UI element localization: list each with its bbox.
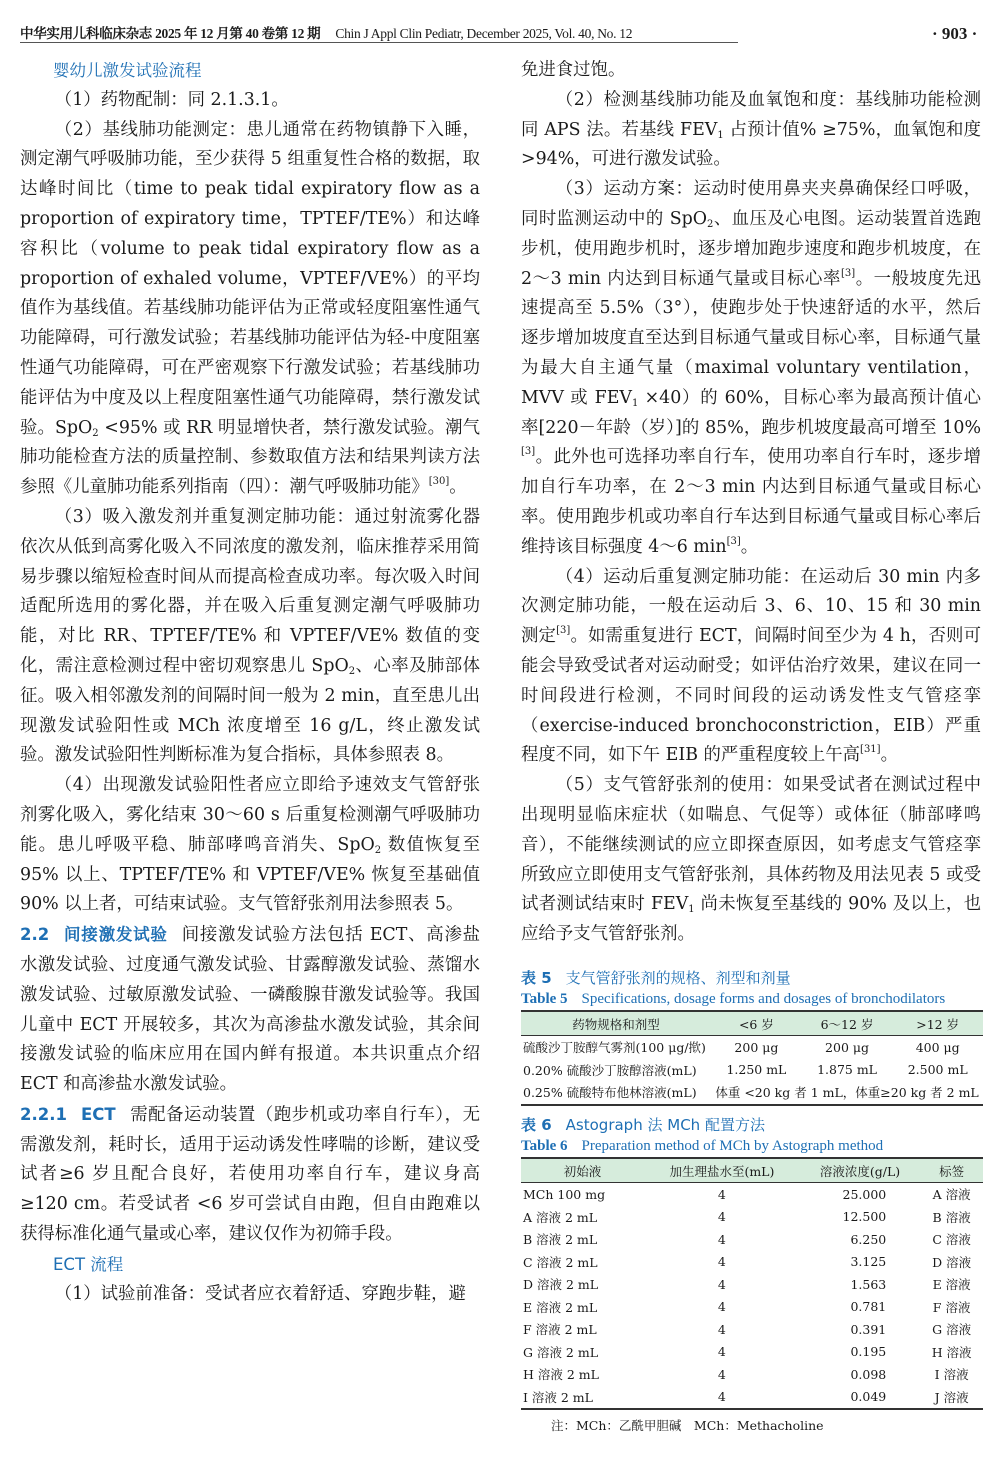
table-row	[521, 1296, 983, 1319]
table-cell: H 溶液 2 mL	[523, 1367, 599, 1383]
table-cell: F 溶液	[932, 1299, 971, 1315]
table-cell: I 溶液 2 mL	[523, 1389, 593, 1405]
table-header-row	[521, 1011, 983, 1036]
paragraph: （1）药物配制：同 2.1.3.1。	[54, 89, 289, 110]
table-caption-en: Table 5 Specifications, dosage forms and dosages of bronchodilators	[521, 991, 946, 1007]
paragraph: 免进食过饱。	[521, 60, 626, 80]
subheading-ect-procedure: ECT 流程	[53, 1254, 124, 1274]
page-number: · 903 ·	[932, 24, 978, 43]
table-cell: A 溶液 2 mL	[523, 1209, 598, 1225]
citation: [3]	[556, 625, 571, 637]
section-2-2: 2.2 间接激发试验 间接激发试验方法包括 ECT、高渗盐水激发试验、过度通气激发试验、甘露醇激发试验、蒸馏水激发试验、过敏原激发试验、一磷酸腺苷激发试验等。我国儿童中 ECT 开展较多，其次为高渗盐水激发试验，其余间接激发试验的临床应用在国内鲜有报道。本共识重点介绍 ECT 和高渗盐水激发试验。	[20, 925, 480, 1095]
table-cell: B 溶液 2 mL	[523, 1232, 598, 1248]
table-cell: H 溶液	[931, 1344, 972, 1360]
table-header-row	[521, 1158, 983, 1183]
table-row	[521, 1059, 983, 1082]
column-header: 溶液浓度(g/L)	[819, 1163, 901, 1179]
column-header: 标签	[939, 1163, 965, 1179]
column-header: >12 岁	[916, 1016, 960, 1032]
bronchodilator-table	[521, 1010, 983, 1106]
table-cell: G 溶液	[932, 1322, 972, 1338]
table-cell: MCh 100 mg	[523, 1186, 606, 1202]
table-cell: 1.250 mL	[726, 1062, 787, 1078]
table-cell: A 溶液	[932, 1187, 971, 1203]
citation: [30]	[428, 476, 450, 488]
table-cell: 0.195	[850, 1344, 887, 1360]
table-cell: 0.20% 硫酸沙丁胺醇溶液(mL)	[523, 1062, 697, 1078]
section-heading: 2.2.1 ECT	[20, 1104, 116, 1124]
column-header: <6 岁	[738, 1016, 774, 1032]
table-cell: F 溶液 2 mL	[523, 1322, 597, 1338]
table-cell: 12.500	[842, 1209, 887, 1225]
table-cell: C 溶液	[932, 1232, 971, 1248]
table-cell: E 溶液	[932, 1277, 971, 1293]
table-cell: 0.781	[850, 1299, 887, 1315]
table-caption-cn: 表 6 Astograph 法 MCh 配置方法	[521, 1116, 765, 1134]
paragraph: （2）检测基线肺功能及血氧饱和度：基线肺功能检测同 APS 法。若基线 $FEV_1$ 占预计值% ≥75%，血氧饱和度 >94%，可进行激发试验。	[521, 89, 981, 170]
table-cell: I 溶液	[934, 1367, 969, 1383]
left-column	[20, 56, 480, 1309]
right-column	[521, 56, 981, 950]
paragraph: （3）运动方案：运动时使用鼻夹夹鼻确保经口呼吸，同时监测运动中的 SpO$_2$、血压及心电图。运动装置首选跑步机，使用跑步机时，逐步增加跑步速度和跑步机坡度，在 2～3 min 内达到目标通气量或目标心率[3]。一般坡度先迅速提高至 5.5%（3°），使跑步处于快速舒适的水平，然后逐步增加坡度直至达到目标通气量或目标心率，目标通气量为最大自主通气量（maximal voluntary ventilation，MVV 或 $FEV_1 \times 40$）的 60%，目标心率为最高预计值心率[220－年龄（岁）]的 85%，跑步机坡度最高可增至 10%[3]。此外也可选择功率自行车，使用功率自行车时，逐步增加自行车功率，在 2～3 min 内达到目标通气量或目标心率。使用跑步机或功率自行车达到目标通气量或目标心率后维持该目标强度 4～6 min[3]。	[521, 179, 981, 557]
table-row	[521, 1036, 983, 1059]
table-cell: D 溶液	[932, 1254, 972, 1270]
table-cell: 1.563	[850, 1276, 887, 1292]
paragraph: （2）基线肺功能测定：患儿通常在药物镇静下入睡，测定潮气呼吸肺功能，至少获得 5 组重复性合格的数据，取达峰时间比（time to peak tidal expiratory flow as a proportion of expiratory time，TPTEF/TE%）和达峰容积比（volume to peak tidal expiratory flow as a proportion of exhaled volume，VPTEF/VE%）的平均值作为基线值。若基线肺功能评估为正常或轻度阻塞性通气功能障碍，可行激发试验；若基线肺功能评估为轻-中度阻塞性通气功能障碍，可在严密观察下行激发试验；若基线肺功能评估为中度及以上程度阻塞性通气功能障碍，禁行激发试验。SpO$_2$ <95% 或 RR 明显增快者，禁行激发试验。潮气肺功能检查方法的质量控制、参数取值方法和结果判读方法参照《儿童肺功能系列指南（四）：潮气呼吸肺功能》[30]。	[20, 119, 481, 498]
table-cell: 4	[717, 1209, 726, 1225]
citation: [31]	[860, 744, 881, 756]
mch-preparation-table	[521, 1157, 983, 1410]
table-row	[521, 1228, 983, 1251]
table-cell: C 溶液 2 mL	[523, 1254, 598, 1270]
table-caption-en: Table 6 Preparation method of MCh by Astograph method	[521, 1138, 884, 1154]
table-cell: 4	[717, 1366, 726, 1382]
table-cell: G 溶液 2 mL	[523, 1344, 599, 1360]
table-cell: 4	[717, 1344, 726, 1360]
table-row	[521, 1273, 983, 1296]
column-header: 加生理盐水至(mL)	[669, 1163, 775, 1179]
column-header: 初始液	[563, 1163, 602, 1179]
table-row	[521, 1183, 983, 1206]
journal-title-en: Chin J Appl Clin Pediatr, December 2025, Vol. 40, No. 12	[335, 26, 633, 41]
subheading-infant-procedure: 婴幼儿激发试验流程	[53, 61, 202, 80]
citation: [3]	[840, 267, 856, 279]
table-cell: 4	[717, 1389, 726, 1405]
table-cell: 4	[717, 1254, 726, 1270]
table-cell: 4	[717, 1186, 726, 1202]
table-cell: D 溶液 2 mL	[523, 1277, 599, 1293]
table-cell: 200 μg	[734, 1039, 779, 1055]
table-cell: 3.125	[850, 1254, 887, 1270]
table-caption-cn: 表 5 支气管舒张剂的规格、剂型和剂量	[521, 969, 791, 987]
table-note: 注：MCh：乙酰甲胆碱 MCh：Methacholine	[551, 1418, 824, 1433]
table-cell: 4	[717, 1321, 726, 1337]
table-cell: 25.000	[842, 1186, 887, 1202]
table-cell: 4	[717, 1231, 726, 1247]
table-5	[521, 968, 983, 1106]
table-cell: 6.250	[850, 1231, 887, 1247]
paragraph: （4）运动后重复测定肺功能：在运动后 30 min 内多次测定肺功能，一般在运动后 3、6、10、15 和 30 min 测定[3]。如需重复进行 ECT，间隔时间至少为 4 h，否则可能会导致受试者对运动耐受；如评估治疗效果，建议在同一时间段进行检测，不同时间段的运动诱发性支气管痉挛（exercise-induced bronchoconstriction，EIB）严重程度不同，如下午 EIB 的严重程度较上午高[31]。	[521, 566, 981, 766]
section-2-2-1: 2.2.1 ECT 需配备运动装置（跑步机或功率自行车），无需激发剂，耗时长，适用于运动诱发性哮喘的诊断，建议受试者≥6 岁且配合良好，若使用功率自行车，建议身高≥120 cm。若受试者 <6 岁可尝试自由跑，但自由跑难以获得标准化通气量或心率，建议仅作为初筛手段。	[20, 1104, 480, 1245]
table-cell: E 溶液 2 mL	[523, 1299, 598, 1315]
table-row	[521, 1081, 983, 1105]
table-6	[521, 1115, 983, 1434]
column-header: 药物规格和剂型	[572, 1016, 660, 1032]
table-cell: 2.500 mL	[907, 1062, 968, 1078]
table-row	[521, 1251, 983, 1274]
table-cell: 4	[717, 1276, 726, 1292]
table-row	[521, 1386, 983, 1410]
citation: [3]	[521, 446, 536, 458]
table-cell: B 溶液	[932, 1209, 971, 1225]
table-cell: 0.391	[850, 1321, 887, 1337]
table-row	[521, 1341, 983, 1364]
table-cell: J 溶液	[934, 1389, 969, 1405]
paragraph: （4）出现激发试验阳性者应立即给予速效支气管舒张剂雾化吸入，雾化结束 30～60 s 后重复检测潮气呼吸肺功能。患儿呼吸平稳、肺部哮鸣音消失、SpO$_2$ 数值恢复至 95% 以上、TPTEF/TE% 和 VPTEF/VE% 恢复至基础值 90% 以上者，可结束试验。支气管舒张剂用法参照表 5。	[20, 775, 480, 915]
column-header: 6～12 岁	[820, 1016, 874, 1032]
table-cell: 1.875 mL	[817, 1062, 877, 1078]
table-row	[521, 1363, 983, 1386]
table-cell: 400 μg	[915, 1039, 960, 1055]
table-cell: 硫酸沙丁胺醇气雾剂(100 μg/揿)	[523, 1040, 706, 1056]
citation: [3]	[726, 535, 741, 547]
table-cell: 4	[717, 1299, 726, 1315]
table-row	[521, 1318, 983, 1341]
table-cell: 0.049	[850, 1389, 887, 1405]
journal-title-cn: 中华实用儿科临床杂志 2025 年 12 月第 40 卷第 12 期	[20, 26, 321, 41]
table-cell: 体重 <20 kg 者 1 mL，体重≥20 kg 者 2 mL	[715, 1085, 979, 1101]
running-header	[20, 22, 738, 43]
table-row	[521, 1206, 983, 1229]
paragraph: （5）支气管舒张剂的使用：如果受试者在测试过程中出现明显临床症状（如喘息、气促等）或体征（肺部哮鸣音），不能继续测试的应立即探查原因，如考虑支气管痉挛所致应立即使用支气管舒张剂，具体药物及用法见表 5 或受试者测试结束时 $FEV_1$ 尚未恢复至基线的 90% 及以上，也应给予支气管舒张剂。	[521, 775, 981, 945]
table-cell: 200 μg	[825, 1039, 870, 1055]
table-cell: 0.098	[850, 1366, 887, 1382]
paragraph: （1）试验前准备：受试者应衣着舒适、穿跑步鞋，避	[54, 1283, 466, 1304]
paragraph: （3）吸入激发剂并重复测定肺功能：通过射流雾化器依次从低到高雾化吸入不同浓度的激发剂，临床推荐采用简易步骤以缩短检查时间从而提高检查成功率。每次吸入时间适配所选用的雾化器，并在吸入后重复测定潮气呼吸肺功能，对比 RR、TPTEF/TE% 和 VPTEF/VE% 数值的变化，需注意检测过程中密切观察患儿 SpO$_2$、心率及肺部体征。吸入相邻激发剂的间隔时间一般为 2 min，直至患儿出现激发试验阳性或 MCh 浓度增至 16 g/L，终止激发试验。激发试验阳性判断标准为复合指标，具体参照表 8。	[20, 506, 480, 766]
section-heading: 2.2 间接激发试验	[20, 925, 168, 945]
table-cell: 0.25% 硫酸特布他林溶液(mL)	[523, 1085, 697, 1101]
